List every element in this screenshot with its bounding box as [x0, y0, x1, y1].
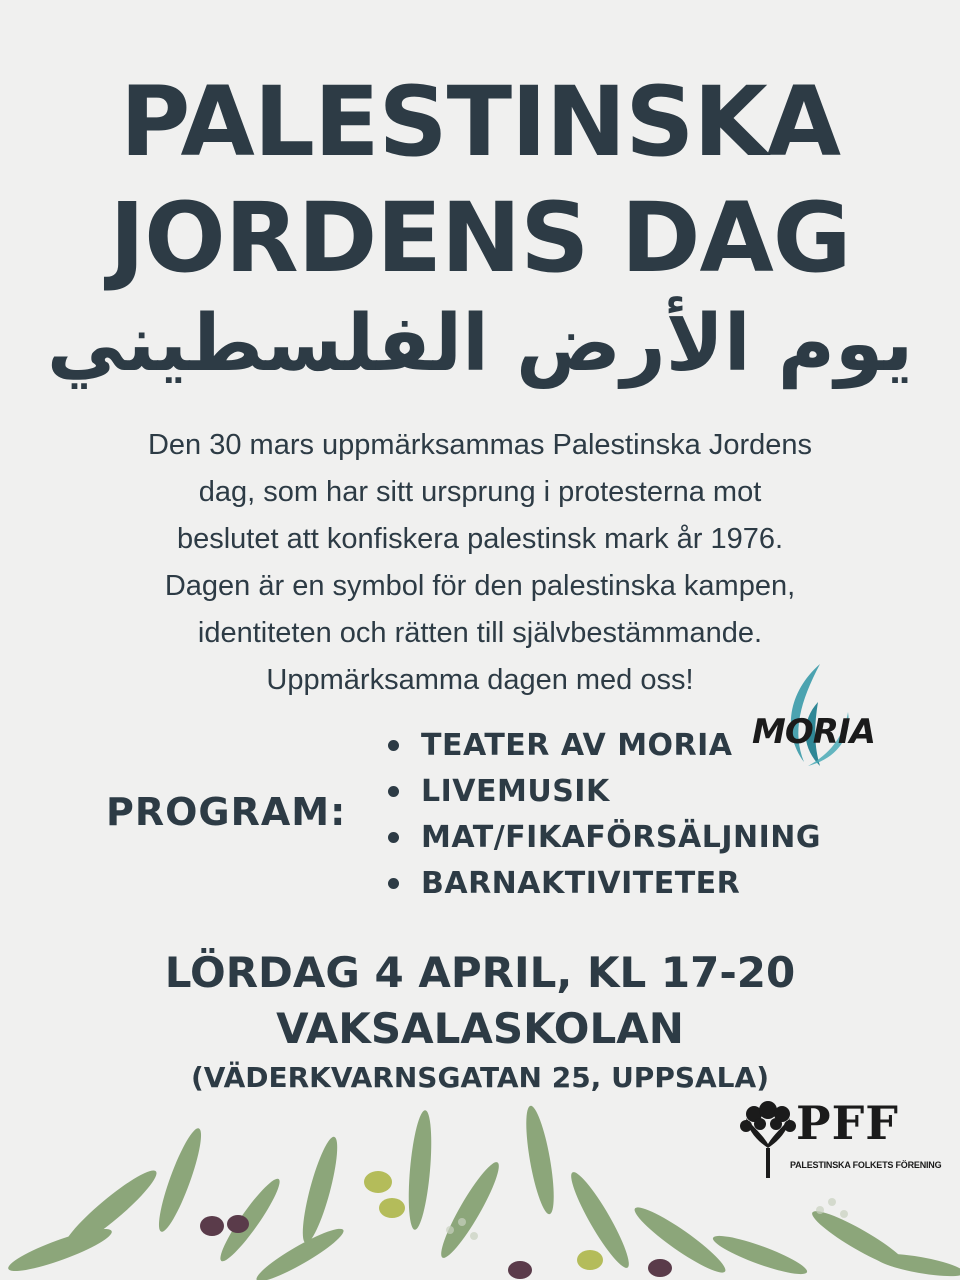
- moria-logo-text: MORIA: [752, 712, 875, 752]
- pff-logo-letters: PFF: [796, 1096, 899, 1150]
- title-arabic: يوم الأرض الفلسطيني: [46, 299, 914, 389]
- title-line-1: PALESTINSKA: [119, 66, 841, 178]
- program-item: [388, 768, 821, 814]
- program-item-label: LIVEMUSIK: [421, 773, 610, 809]
- bullet-icon: [388, 878, 399, 889]
- program-item-label: BARNAKTIVITETER: [421, 865, 741, 901]
- program-item-label: MAT/FIKAFÖRSÄLJNING: [421, 819, 821, 855]
- program-item: [388, 860, 821, 906]
- pff-logo-name: PALESTINSKA FOLKETS FÖRENING: [790, 1160, 942, 1170]
- description-line: Den 30 mars uppmärksammas Palestinska Jordens: [147, 429, 813, 461]
- event-place: VAKSALASKOLAN: [276, 1004, 684, 1053]
- bullet-icon: [388, 740, 399, 751]
- description-line: Uppmärksamma dagen med oss!: [266, 664, 694, 696]
- description-line: identiteten och rätten till självbestämmande.: [197, 617, 763, 649]
- program-item: [388, 814, 821, 860]
- title-line-2: JORDENS DAG: [109, 182, 851, 294]
- program-list: [388, 722, 821, 906]
- bullet-icon: [388, 832, 399, 843]
- program-item-label: TEATER AV MORIA: [421, 727, 733, 763]
- event-address: (VÄDERKVARNSGATAN 25, UPPSALA): [191, 1061, 769, 1094]
- description-line: beslutet att konfiskera palestinsk mark år 1976.: [176, 523, 784, 555]
- description-line: dag, som har sitt ursprung i protesterna mot: [198, 476, 762, 508]
- program-item: [388, 722, 821, 768]
- bullet-icon: [388, 786, 399, 797]
- event-date: LÖRDAG 4 APRIL, KL 17-20: [164, 948, 796, 997]
- description-line: Dagen är en symbol för den palestinska kampen,: [164, 570, 796, 602]
- program-label: PROGRAM:: [106, 790, 347, 834]
